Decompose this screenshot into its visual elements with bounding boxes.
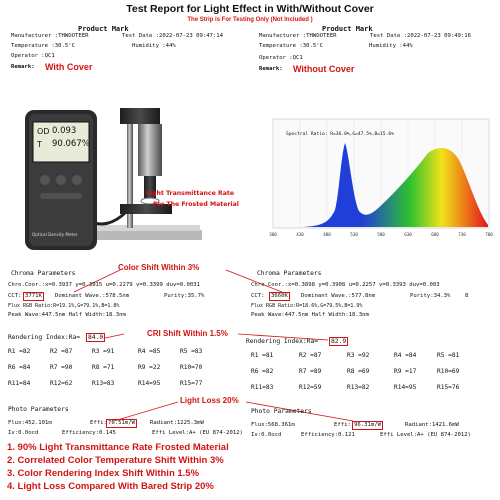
r-index-cell: R8 =71 xyxy=(92,364,115,371)
right-dominant-wave: Dominant Wave.:577.8nm xyxy=(301,293,376,299)
right-iv: Iv:0.0ocd xyxy=(251,432,282,438)
right-cct-label: CCT: xyxy=(251,293,265,299)
spectrum-tick-label: 730 xyxy=(458,232,466,237)
r-index-cell: R12=62 xyxy=(50,380,73,387)
r-index-cell: R3 =92 xyxy=(347,352,370,359)
r-index-cell: R4 =85 xyxy=(138,348,161,355)
report-subtitle: The Strip is For Testing Only (Not Included ) xyxy=(187,17,313,23)
right-operator: Operator :QC1 xyxy=(259,55,303,61)
left-effi-level: Effi Level:A+ (EU 874-2012) xyxy=(152,430,243,436)
r-index-cell: R14=95 xyxy=(394,384,417,391)
right-rendering-label: Rendering Index:Ra= xyxy=(246,338,319,345)
r-index-cell: R14=95 xyxy=(138,380,161,387)
r-index-cell: R9 =22 xyxy=(138,364,161,371)
meter-t-label: T xyxy=(37,140,42,149)
right-flux: Flux:568.361m xyxy=(251,422,295,428)
right-effi-level: Effi Level:A+ (EU 874-2012) xyxy=(380,432,471,438)
spectrum-tick-label: 580 xyxy=(377,232,385,237)
right-test-date: Test Date :2022-07-23 09:49:16 xyxy=(370,33,472,39)
left-photo-heading: Photo Parameters xyxy=(8,406,69,413)
spectrum-tick-label: 780 xyxy=(485,232,493,237)
right-extra: 8 xyxy=(465,293,469,299)
spectrum-tick-label: 480 xyxy=(323,232,331,237)
meter-brand: Optical Density Meter xyxy=(32,232,78,237)
left-temperature: Temperature :30.5'C xyxy=(11,43,75,49)
spectrum-tick-label: 380 xyxy=(269,232,277,237)
left-purity: Purity:35.7% xyxy=(164,293,205,299)
r-index-cell: R6 =84 xyxy=(8,364,31,371)
left-rendering-label: Rendering Index:Ra= xyxy=(8,334,81,341)
right-photo-heading: Photo Parameters xyxy=(251,408,312,415)
right-chroma-coords: Chro.Coor.:x=0.3898 y=0.3908 u=0.2257 v=0.3393 duv=0.003 xyxy=(251,282,440,288)
spectrum-tick-label: 530 xyxy=(350,232,358,237)
r-index-cell: R5 =83 xyxy=(180,348,203,355)
left-efficiency: Efficiency:0.145 xyxy=(62,430,116,436)
summary-item-4: 4. Light Loss Compared With Bared Strip 20% xyxy=(7,481,214,492)
r-index-cell: R1 =82 xyxy=(8,348,31,355)
color-shift-callout: Color Shift Within 3% xyxy=(118,263,200,272)
left-flux: Flux:452.101m xyxy=(8,420,52,426)
r-index-cell: R7 =90 xyxy=(50,364,73,371)
meter-callout-line1: Light Transmittance Rate xyxy=(146,190,235,197)
right-product-mark: Product Mark xyxy=(322,25,373,33)
light-loss-callout: Light Loss 20% xyxy=(180,396,239,405)
meter-callout-line2: For The Frosted Material xyxy=(153,201,239,208)
r-index-cell: R12=59 xyxy=(299,384,322,391)
left-radiant: Radiant:1225.3mW xyxy=(150,420,204,426)
right-rgb-ratio: Flux RGB Ratio:R=18.6%,G=79.5%,B=1.9% xyxy=(251,303,363,309)
right-effi-label: Effi: xyxy=(334,422,351,428)
right-efficiency: Efficiency:0.121 xyxy=(301,432,355,438)
meter-od-value: 0.093 xyxy=(52,126,77,136)
left-remark-value: With Cover xyxy=(45,62,93,72)
r-index-cell: R11=84 xyxy=(8,380,31,387)
left-ra-value: 84.0 xyxy=(88,334,104,341)
left-rgb-ratio: Flux RGB Ratio:R=19.1%,G=79.1%,B=1.8% xyxy=(8,303,120,309)
summary-item-3: 3. Color Rendering Index Shift Within 1.5% xyxy=(7,468,200,479)
r-index-cell: R15=76 xyxy=(437,384,460,391)
right-remark-label: Remark: xyxy=(259,66,283,72)
right-ra-value: 82.9 xyxy=(331,338,347,345)
right-peak-wave: Peak Wave:447.5nm Half Width:18.3nm xyxy=(251,312,369,318)
left-iv: Iv:0.0ocd xyxy=(8,430,39,436)
r-index-cell: R4 =84 xyxy=(394,352,417,359)
right-remark-value: Without Cover xyxy=(293,64,355,74)
r-index-cell: R8 =69 xyxy=(347,368,370,375)
r-index-cell: R13=83 xyxy=(92,380,115,387)
right-purity: Purity:34.3% xyxy=(410,293,451,299)
left-chroma-heading: Chroma Parameters xyxy=(11,270,76,277)
right-chroma-heading: Chroma Parameters xyxy=(257,270,322,277)
right-radiant: Radiant:1421.6mW xyxy=(405,422,459,428)
r-index-cell: R10=69 xyxy=(437,368,460,375)
meter-t-value: 90.067% xyxy=(52,139,90,149)
left-manufacturer: Manufacturer :THWOOTEER xyxy=(11,33,89,39)
r-index-cell: R2 =87 xyxy=(299,352,322,359)
right-temperature: Temperature :30.5'C xyxy=(259,43,323,49)
right-effi-value: 96.31m/W xyxy=(354,422,381,428)
left-peak-wave: Peak Wave:447.5nm Half Width:18.3nm xyxy=(8,312,126,318)
r-index-cell: R6 =82 xyxy=(251,368,274,375)
left-product-mark: Product Mark xyxy=(78,25,129,33)
left-humidity: Humidity :44% xyxy=(132,43,176,49)
spectrum-tick-label: 630 xyxy=(404,232,412,237)
spectrum-tick-label: 430 xyxy=(296,232,304,237)
cri-shift-callout: CRI Shift Within 1.5% xyxy=(147,329,228,338)
r-index-cell: R13=82 xyxy=(347,384,370,391)
r-index-cell: R9 =17 xyxy=(394,368,417,375)
right-cct-value: 3660K xyxy=(271,293,288,299)
r-index-cell: R11=83 xyxy=(251,384,274,391)
report-title: Test Report for Light Effect in With/Without Cover xyxy=(126,3,374,15)
left-effi-value: 76.51m/W xyxy=(108,420,135,426)
left-cct-label: CCT: xyxy=(8,293,22,299)
summary-list xyxy=(7,441,229,493)
spectral-ratio: Spectral Ratio: R=36.8%,G=47.5%,B=15.6% xyxy=(286,132,394,137)
left-operator: Operator :QC1 xyxy=(11,53,55,59)
r-index-cell: R3 =91 xyxy=(92,348,115,355)
left-remark-label: Remark: xyxy=(11,64,35,70)
summary-item-2: 2. Correlated Color Temperature Shift Within 3% xyxy=(7,455,224,466)
spectrum-tick-label: 680 xyxy=(431,232,439,237)
left-dominant-wave: Dominant Wave.:578.5nm xyxy=(55,293,130,299)
meter-od-label: OD xyxy=(37,127,50,136)
r-index-cell: R7 =89 xyxy=(299,368,322,375)
summary-item-1: 1. 90% Light Transmittance Rate Frosted Material xyxy=(7,442,229,453)
left-effi-label: Effi: xyxy=(90,420,107,426)
left-test-date: Test Date :2022-07-23 09:47:14 xyxy=(122,33,224,39)
r-index-cell: R15=77 xyxy=(180,380,203,387)
r-index-cell: R5 =81 xyxy=(437,352,460,359)
r-index-cell: R2 =87 xyxy=(50,348,73,355)
right-humidity: Humidity :44% xyxy=(369,43,413,49)
left-cct-value: 3771K xyxy=(25,293,42,299)
arrow-cri-left xyxy=(105,334,124,338)
left-chroma-coords: Chro.Coor.:x=0.3937 y=0.3915 u=0.2279 v=0.3399 duv=0.0031 xyxy=(8,282,200,288)
right-manufacturer: Manufacturer :THWOOTEER xyxy=(259,33,337,39)
r-index-cell: R10=70 xyxy=(180,364,203,371)
r-index-cell: R1 =81 xyxy=(251,352,274,359)
